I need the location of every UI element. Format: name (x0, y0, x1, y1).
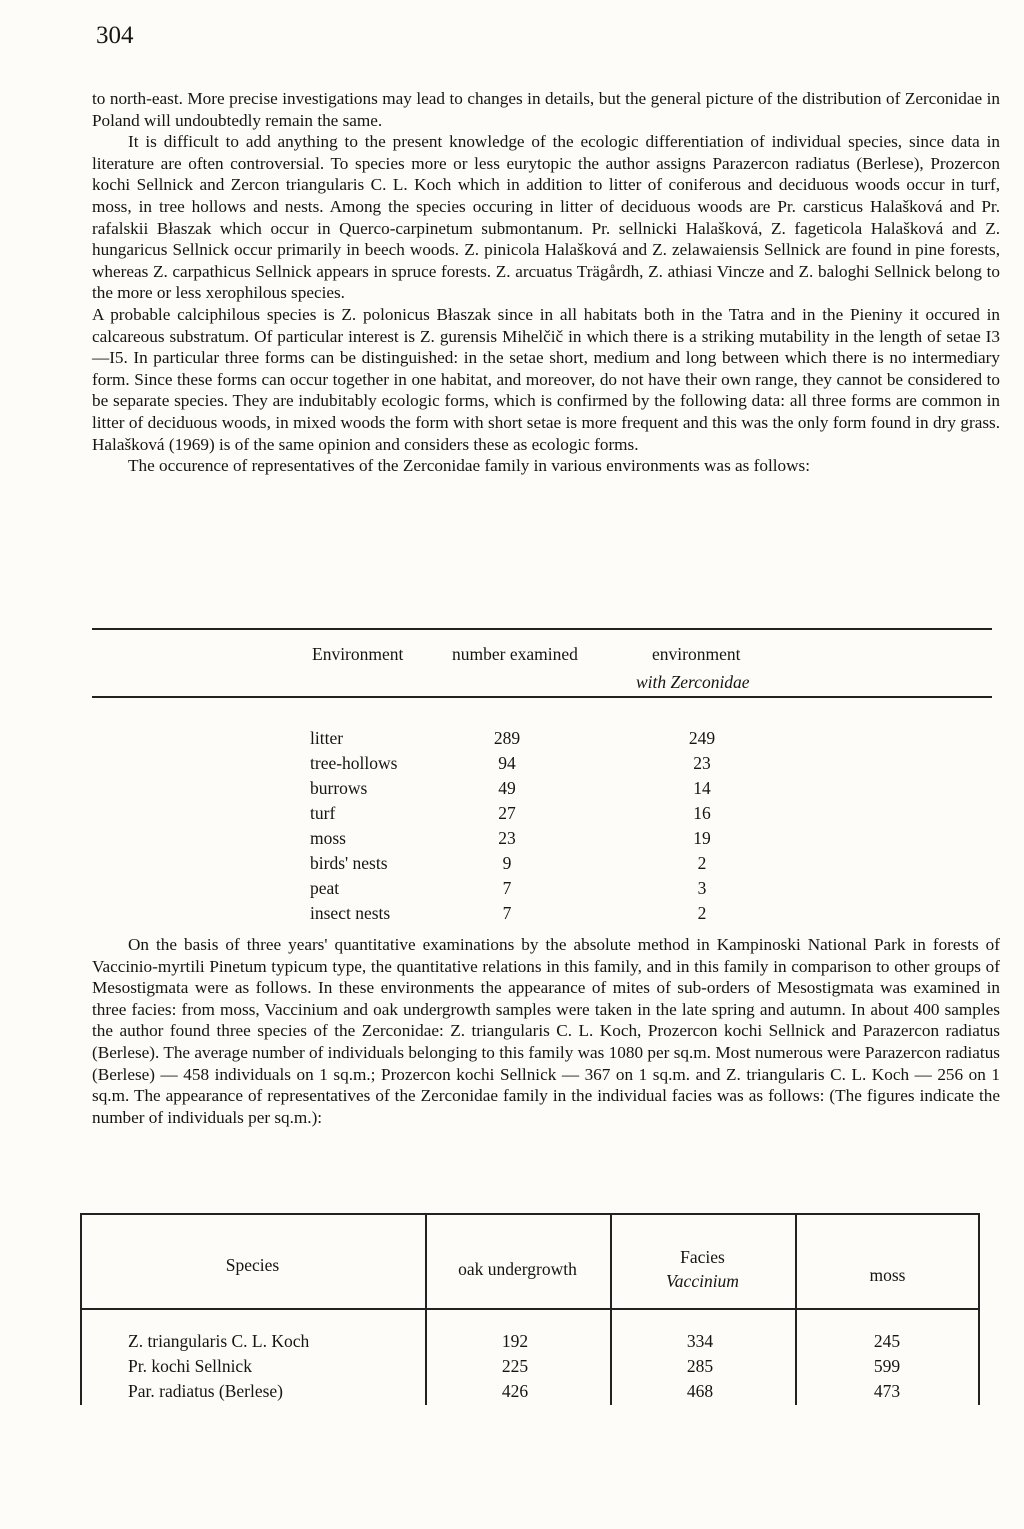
table1-env: peat (310, 878, 340, 898)
table1-with: 19 (693, 828, 711, 848)
body-text-bottom (92, 934, 1000, 1128)
table-row (80, 1331, 980, 1356)
paragraph-3: The occurence of representatives of the Zerconidae family in various environments was as follows: (128, 456, 811, 476)
environment-table (92, 644, 992, 934)
table1-with: 23 (693, 753, 711, 773)
table1-top-rule (92, 628, 992, 630)
table2-moss: 599 (873, 1356, 901, 1376)
table1-examined: 23 (498, 828, 516, 848)
table1-env: moss (310, 828, 346, 848)
table1-examined: 9 (502, 853, 512, 873)
table1-env: turf (310, 803, 336, 823)
table1-header-number: number examined (452, 644, 578, 664)
table1-with: 2 (697, 853, 707, 873)
table2-vaccinium: 468 (686, 1381, 714, 1401)
table1-with: 2 (697, 903, 707, 923)
paragraph-2b: A probable calciphilous species is Z. polonicus Błaszak since in all habitats both in the Tatra and in the Pieniny it occured in calcareous substratum. Of particular interest is Z. gurensis Mihelčič in which there is a striking mutability in the length of setae I3—I5. In particular three forms can be distinguished: in the setae short, medium and long between which there is no intermediary form. Since these forms can occur together in one habitat, and moreover, do not have their own range, they cannot be considered to be separate species. They are indubitably ecologic forms, which is confirmed by the following data: all three forms are common in litter of deciduous woods, in mixed woods the form with short setae is more frequent and this was the only form found in dry grass. Halašková (1969) is of the same opinion and considers these as ecologic forms. (92, 304, 1000, 454)
table2-header-vaccinium: Vaccinium (666, 1271, 739, 1291)
table2-header-species: Species (225, 1255, 280, 1275)
table1-header-env-with: environment (652, 644, 741, 664)
table2-oak: 225 (501, 1356, 529, 1376)
table2-header-facies: Facies (680, 1247, 725, 1267)
table-row (92, 728, 992, 753)
table1-with: 3 (697, 878, 707, 898)
table1-header-environment: Environment (312, 644, 404, 664)
table1-examined: 7 (502, 903, 512, 923)
table2-moss: 245 (873, 1331, 901, 1351)
table1-env: burrows (310, 778, 368, 798)
table1-with: 249 (688, 728, 716, 748)
table1-env: insect nests (310, 903, 391, 923)
table1-examined: 7 (502, 878, 512, 898)
table1-header-with-zerconidae: with Zerconidae (636, 672, 750, 692)
table2-vaccinium: 334 (686, 1331, 714, 1351)
table2-species: Pr. kochi Sellnick (128, 1356, 252, 1376)
table1-env: litter (310, 728, 344, 748)
body-text-top (92, 88, 1000, 477)
table1-examined: 94 (498, 753, 516, 773)
paragraph-4: On the basis of three years' quantitative examinations by the absolute method in Kampinoski National Park in forests of Vaccinio-myrtili Pinetum typicum type, the quantitative relations in this family, and in this family in comparison to other groups of Mesostigmata were as follows. In these environments the appearance of mites of sub-orders of Mesostigmata was examined in three facies: from moss, Vaccinium and oak undergrowth samples were taken in the late spring and autumn. In about 400 samples the author found three species of the Zerconidae: Z. triangularis C. L. Koch, Prozercon kochi Sellnick and Parazercon radiatus (Berlese). The average number of individuals belonging to this family was 1080 per sq.m. Most numerous were Parazercon radiatus (Berlese) — 458 individuals on 1 sq.m.; Prozercon kochi Sellnick — 367 on 1 sq.m. and Z. triangularis C. L. Koch — 256 on 1 sq.m. The appearance of representatives of the Zerconidae family in the individual facies was as follows: (The figures indicate the number of individuals per sq.m.): (92, 935, 1000, 1127)
paragraph-1: to north-east. More precise investigations may lead to changes in details, but the general picture of the distribution of Zerconidae in Poland will undoubtedly remain the same. (92, 89, 1000, 130)
table1-examined: 49 (498, 778, 516, 798)
table2-vaccinium: 285 (686, 1356, 714, 1376)
table1-env: birds' nests (310, 853, 388, 873)
table1-examined: 289 (493, 728, 521, 748)
table1-header-rule (92, 696, 992, 698)
table-row (92, 778, 992, 803)
table-row (92, 903, 992, 928)
table2-species: Z. triangularis C. L. Koch (128, 1331, 310, 1351)
facies-table (80, 1213, 980, 1405)
table2-oak: 426 (501, 1381, 529, 1401)
table2-header-moss: moss (869, 1265, 906, 1285)
table2-top-rule (80, 1213, 980, 1215)
table2-header-rule (80, 1308, 980, 1310)
table2-oak: 192 (501, 1331, 529, 1351)
table-row (92, 878, 992, 903)
table-row (92, 753, 992, 778)
table1-with: 14 (693, 778, 711, 798)
table2-header-oak: oak undergrowth (458, 1259, 577, 1279)
table2-moss: 473 (873, 1381, 901, 1401)
table1-with: 16 (693, 803, 711, 823)
table2-species: Par. radiatus (Berlese) (128, 1381, 284, 1401)
table-row (92, 828, 992, 853)
table-row (80, 1356, 980, 1381)
page-number: 304 (96, 22, 134, 49)
table1-env: tree-hollows (310, 753, 398, 773)
table-row (92, 853, 992, 878)
paragraph-2a: It is difficult to add anything to the present knowledge of the ecologic differentiation of individual species, since data in literature are often controversial. To species more or less eurytopic the author assigns Parazercon radiatus (Berlese), Prozercon kochi Sellnick and Zercon triangularis C. L. Koch which in addition to litter of coniferous and deciduous woods occur in turf, moss, in tree hollows and nests. Among the species occuring in litter of deciduous woods are Pr. carsticus Halašková and Pr. rafalskii Błaszak which occur in Querco-carpinetum submontanum. Pr. sellnicki Halašková, Z. fageticola Halašková and Z. hungaricus Sellnick occur primarily in beech woods. Z. pinicola Halašková and Z. zelawaiensis Sellnick are found in pine forests, whereas Z. carpathicus Sellnick appears in spruce forests. Z. arcuatus Trägårdh, Z. athiasi Vincze and Z. baloghi Sellnick belong to the more or less xerophilous species. (92, 132, 1000, 303)
table-row (80, 1381, 980, 1406)
table1-examined: 27 (498, 803, 516, 823)
table-row (92, 803, 992, 828)
